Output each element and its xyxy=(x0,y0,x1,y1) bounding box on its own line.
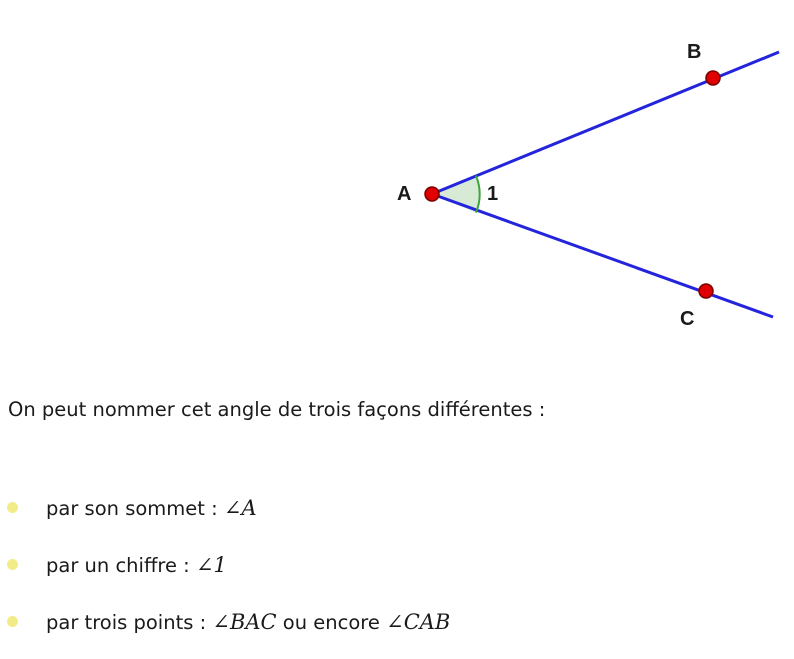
intro-text: On peut nommer cet angle de trois façons différentes : xyxy=(8,398,546,421)
ray-ab xyxy=(432,52,779,194)
bullet-dot-icon xyxy=(7,616,18,627)
naming-list xyxy=(0,488,450,659)
angle-notation: ∠A xyxy=(223,496,257,520)
angle-notation: ∠1 xyxy=(195,553,227,577)
list-item-number xyxy=(0,545,450,602)
point-b-label: B xyxy=(687,41,702,63)
item-prefix: par un chiffre : xyxy=(46,554,196,577)
item-prefix: par trois points : xyxy=(46,611,213,634)
point-a-label: A xyxy=(397,183,412,205)
point-c xyxy=(699,284,713,298)
bullet-dot-icon xyxy=(7,502,18,513)
list-item-three-points xyxy=(0,602,450,659)
point-c-label: C xyxy=(680,308,695,330)
ray-ac xyxy=(432,194,773,317)
angle-notation-alt: ∠CAB xyxy=(386,610,451,634)
list-item-vertex xyxy=(0,488,450,545)
bullet-dot-icon xyxy=(7,559,18,570)
item-middle: ou encore xyxy=(276,611,387,634)
angle-number-label: 1 xyxy=(487,183,499,205)
point-b xyxy=(706,71,720,85)
point-a xyxy=(425,187,439,201)
angle-notation: ∠BAC xyxy=(212,610,277,634)
item-prefix: par son sommet : xyxy=(46,497,224,520)
